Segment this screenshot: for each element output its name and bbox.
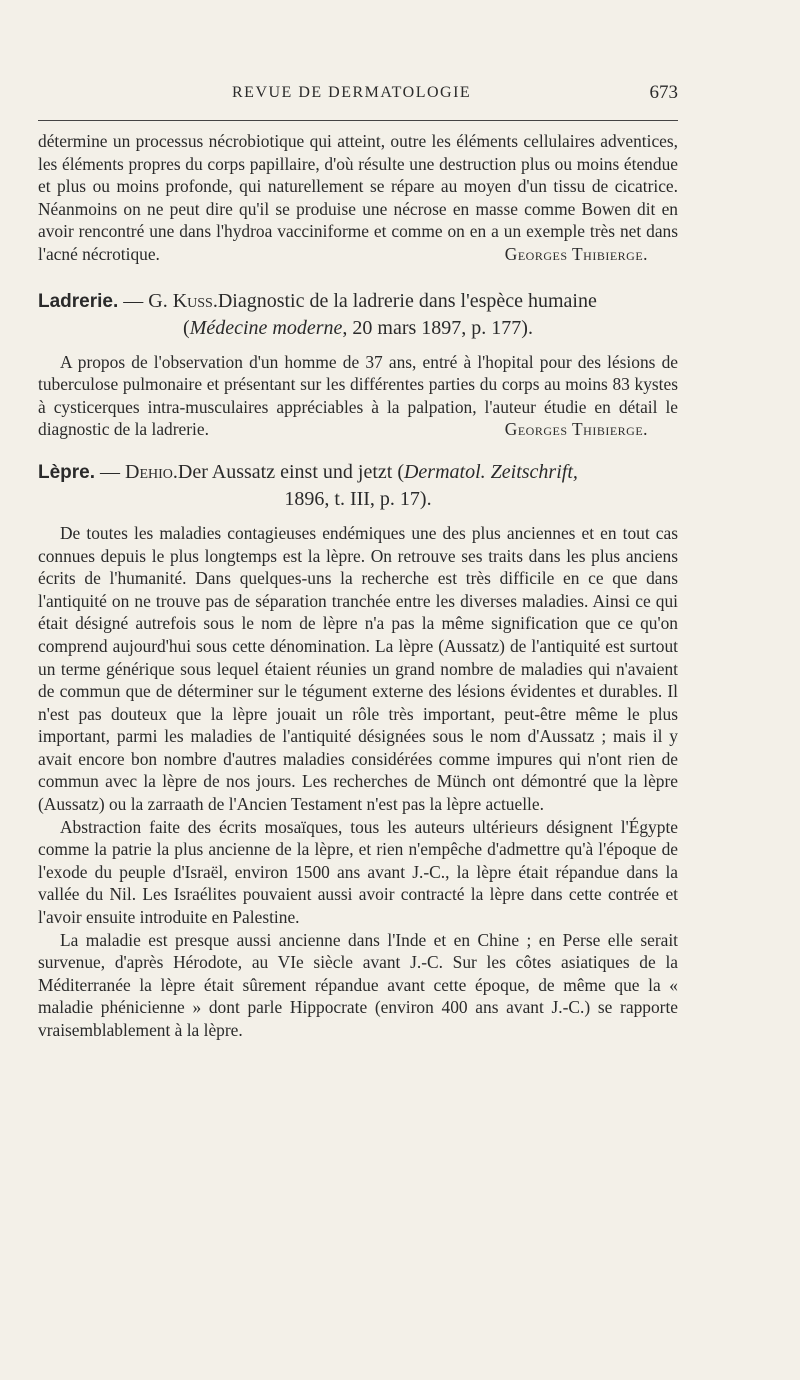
article-heading-ladrerie — [38, 288, 678, 341]
opening-text: détermine un processus nécrobiotique qui atteint, outre les éléments cellulaires adventices, les éléments propres du corps papillaire, d'où résulte une destruction plus ou moins étendue et plus ou moins profonde, qui naturellement se répare au moyen d'un tissu de cicatrice. Néanmoins on ne peut dire qu'il se produise une nécrose en masse comme Bowen dit en avoir rencontré une dans l'hydroa vacciniforme et comme on en a un exemple très net dans l'acné nécrotique. — [38, 131, 678, 264]
keyword: Ladrerie. — [38, 290, 119, 312]
dash: — — [118, 289, 149, 312]
running-head — [38, 74, 682, 112]
author: Dehio. — [125, 460, 178, 483]
keyword: Lèpre. — [38, 461, 96, 483]
journal-page — [38, 74, 682, 1040]
ladrerie-paragraph — [38, 351, 678, 441]
article-heading-lepre — [38, 459, 678, 512]
header-rule — [38, 120, 678, 121]
lepre-paragraph: De toutes les maladies contagieuses endémiques une des plus anciennes et en tout cas connues depuis le plus longtemps est la lèpre. On retrouve ses traits dans les plus anciens écrits de l'humanité. Dans quelques-uns la recherche est très difficile en ce que dans l'antiquité on ne trouve pas de séparation tranchée entre les diverses maladies. Ainsi ce qui était désigné autrefois sous le nom de lèpre n'a pas la même signification que ce qu'on comprend aujourd'hui sous cette dénomination. La lèpre (Aussatz) de l'antiquité est surtout un terme générique sous lequel étaient réunies un grand nombre de maladies qui n'avaient de commun que de déterminer sur le tégument externe des lésions évidentes et durables. Il n'est pas douteux que la lèpre jouait un rôle très important, peut-être même le plus important, parmi les maladies de l'antiquité désignées sous le nom d'Aussatz ; mais il y avait encore bon nombre d'autres maladies considérées comme impures qui n'ont rien de commun avec la lèpre de nos jours. Les recherches de Münch ont démontré que la lèpre (Aussatz) ou la zarraath de l'Ancien Testament n'est pas la lèpre actuelle. — [38, 522, 678, 815]
journal-name: Médecine moderne — [189, 316, 343, 339]
journal-name: Dermatol. Zeitschrift, — [403, 460, 578, 483]
signature: Georges Thibierge. — [504, 419, 648, 440]
page-number: 673 — [649, 82, 678, 103]
citation: , 20 mars 1897, p. 177). — [342, 316, 533, 339]
lepre-paragraph: Abstraction faite des écrits mosaïques, tous les auteurs ultérieurs désignent l'Égypte comme la patrie la plus ancienne de la lèpre, et rien n'empêche d'admettre qu'à l'époque de l'exode du peuple d'Israël, environ 1500 ans avant J.-C., la lèpre était répandue dans la vallée du Nil. Les Israélites pouvaient aussi avoir contracté la lèpre dans cette contrée et l'avoir ensuite introduite en Palestine. — [38, 816, 678, 928]
ladrerie-text: A propos de l'observation d'un homme de 37 ans, entré à l'hopital pour des lésions de tuberculose pulmonaire et présentant sur les différentes parties du corps au moins 83 kystes à cysticerques intra-musculaires appréciables à la palpation, l'auteur étudie en détail le diagnostic de la ladrerie. — [38, 351, 678, 440]
dash: — — [95, 460, 126, 483]
opening-paragraph — [38, 130, 678, 266]
paren: ( — [183, 316, 190, 339]
running-title: REVUE DE DERMATOLOGIE — [232, 84, 472, 101]
lepre-paragraph: La maladie est presque aussi ancienne dans l'Inde et en Chine ; en Perse elle serait survenue, d'après Hérodote, au VIe siècle avant J.-C. Sur les côtes asiatiques de la Méditerranée la lèpre était sûrement répandue avant cette époque, de même que la « maladie phénicienne » dont parle Hippocrate (environ 400 ans avant J.-C.) se rapporte vraisemblablement à la lèpre. — [38, 929, 678, 1040]
signature: Georges Thibierge. — [504, 243, 648, 264]
page-content — [38, 130, 678, 1042]
article-title: Diagnostic de la ladrerie dans l'espèce humaine — [217, 289, 597, 312]
article-title: Der Aussatz einst und jetzt ( — [177, 460, 404, 483]
author: G. Kuss. — [148, 289, 218, 312]
citation-line: 1896, t. III, p. 17). — [284, 487, 432, 510]
citation-line — [38, 315, 678, 341]
